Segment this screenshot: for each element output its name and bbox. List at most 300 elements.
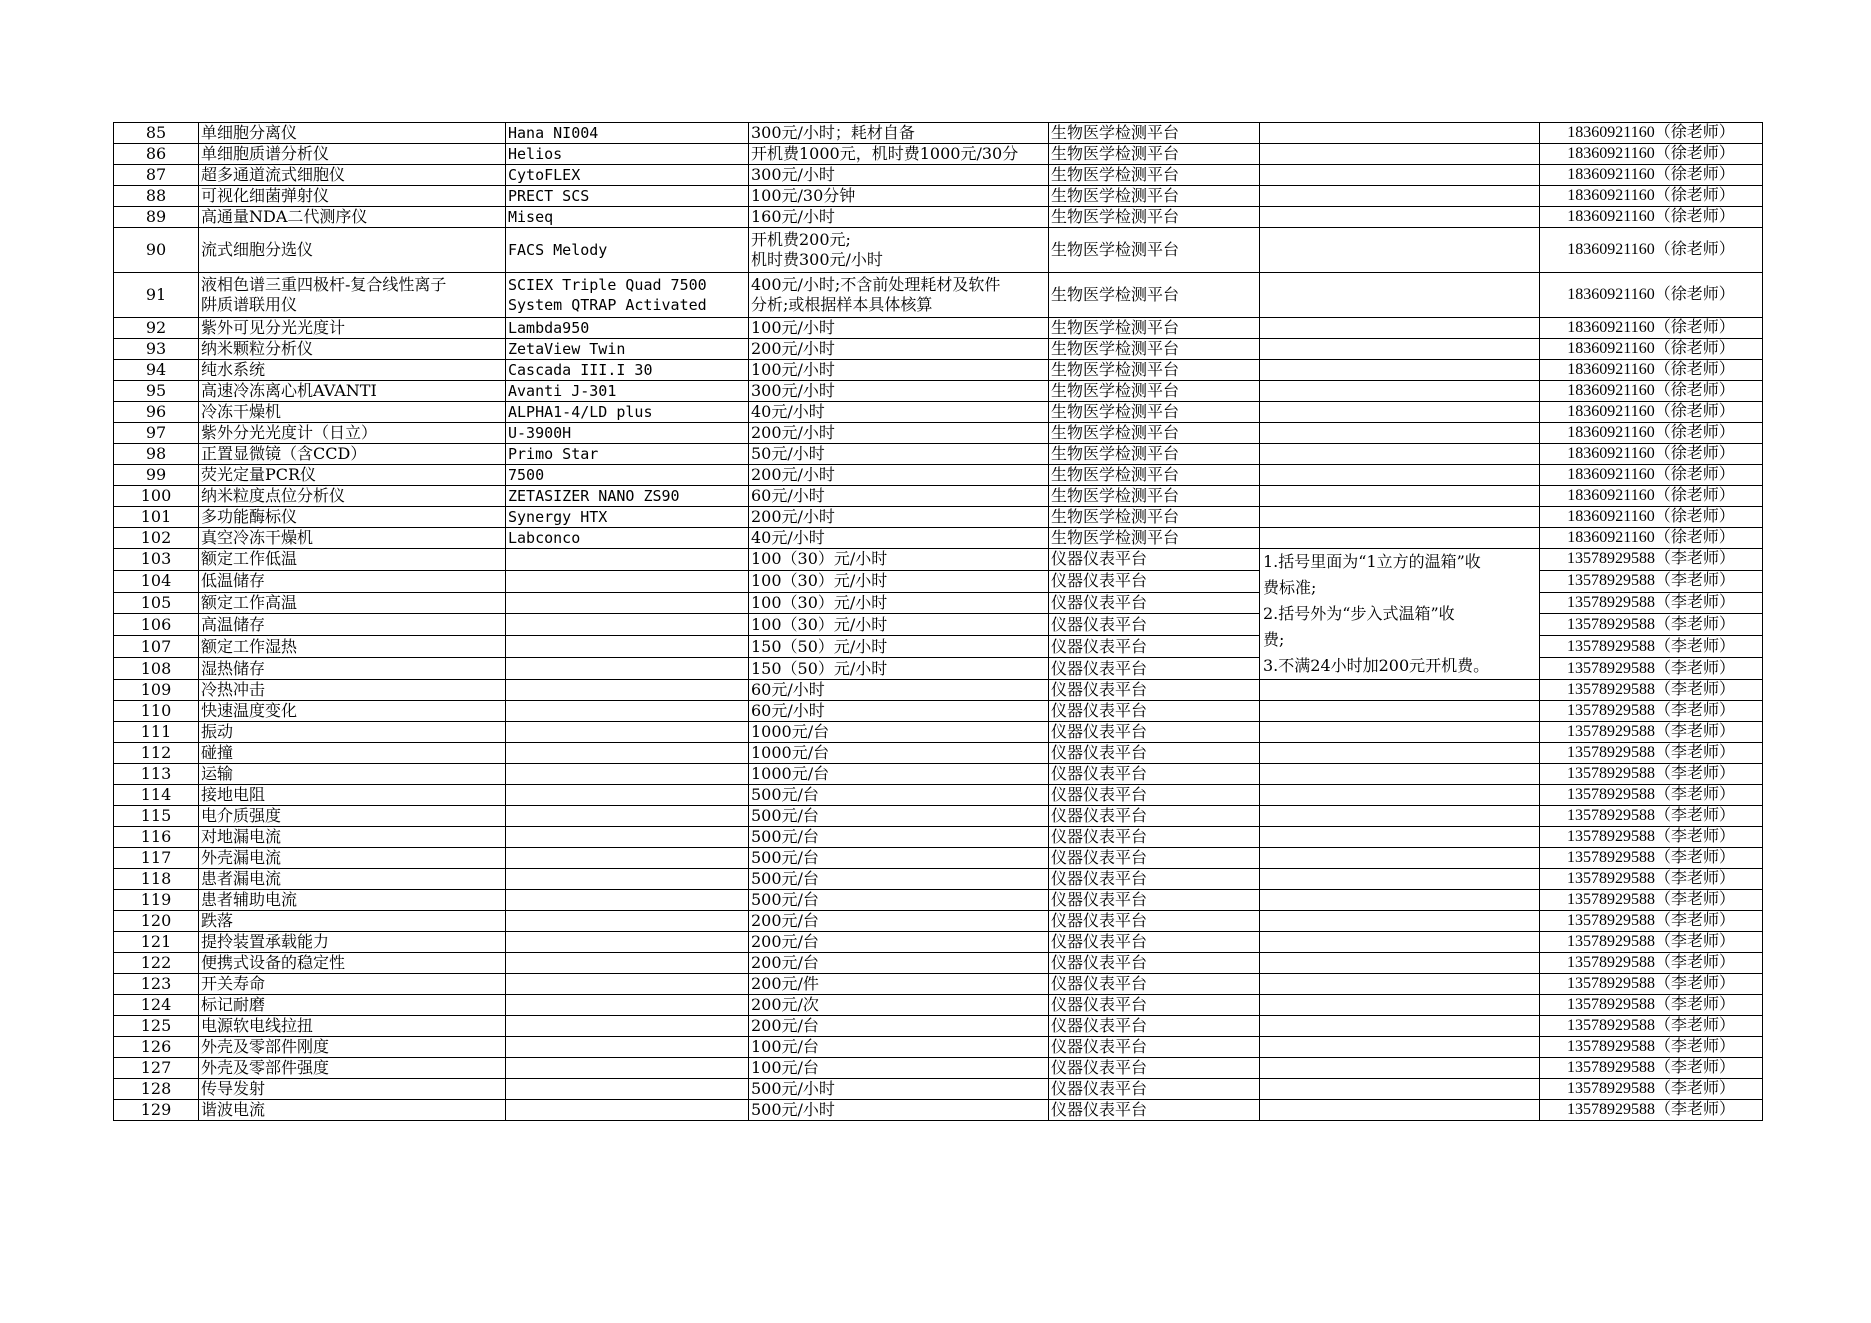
price-cell: 40元/小时 xyxy=(749,402,1049,423)
table-row xyxy=(114,528,1763,549)
chamber-fee-note-line: 3.不满24小时加200元开机费。 xyxy=(1263,656,1490,675)
item-name-cell: 多功能酶标仪 xyxy=(199,507,506,528)
platform-cell: 生物医学检测平台 xyxy=(1049,507,1260,528)
note-cell xyxy=(1260,932,1540,953)
table-row xyxy=(114,764,1763,785)
note-cell xyxy=(1260,995,1540,1016)
contact-cell: 18360921160（徐老师） xyxy=(1540,423,1763,444)
contact-cell: 13578929588（李老师） xyxy=(1540,636,1763,658)
row-number-cell: 115 xyxy=(114,806,199,827)
price-cell: 200元/台 xyxy=(749,953,1049,974)
price-cell: 60元/小时 xyxy=(749,680,1049,701)
platform-cell: 仪器仪表平台 xyxy=(1049,701,1260,722)
note-cell xyxy=(1260,507,1540,528)
contact-cell: 13578929588（李老师） xyxy=(1540,743,1763,764)
note-cell xyxy=(1260,1079,1540,1100)
table-row xyxy=(114,827,1763,848)
contact-cell: 18360921160（徐老师） xyxy=(1540,507,1763,528)
price-cell: 200元/次 xyxy=(749,995,1049,1016)
row-number-cell: 92 xyxy=(114,318,199,339)
price-cell: 100元/台 xyxy=(749,1037,1049,1058)
price-cell: 500元/小时 xyxy=(749,1079,1049,1100)
note-cell xyxy=(1260,228,1540,273)
item-name-cell: 患者漏电流 xyxy=(199,869,506,890)
table-row xyxy=(114,507,1763,528)
table-row xyxy=(114,1058,1763,1079)
model-cell: Labconco xyxy=(506,528,749,549)
note-cell xyxy=(1260,273,1540,318)
note-cell xyxy=(1260,360,1540,381)
row-number-cell: 91 xyxy=(114,273,199,318)
row-number-cell: 105 xyxy=(114,592,199,614)
table-row xyxy=(114,381,1763,402)
model-cell xyxy=(506,1058,749,1079)
model-cell: Miseq xyxy=(506,207,749,228)
table-row xyxy=(114,869,1763,890)
note-cell xyxy=(1260,764,1540,785)
platform-cell: 生物医学检测平台 xyxy=(1049,381,1260,402)
platform-cell: 仪器仪表平台 xyxy=(1049,806,1260,827)
row-number-cell: 108 xyxy=(114,658,199,680)
platform-cell: 生物医学检测平台 xyxy=(1049,528,1260,549)
row-number-cell: 129 xyxy=(114,1100,199,1121)
table-row xyxy=(114,207,1763,228)
item-name-cell: 真空冷冻干燥机 xyxy=(199,528,506,549)
table-row xyxy=(114,465,1763,486)
row-number-cell: 110 xyxy=(114,701,199,722)
price-cell-line-1: 400元/小时;不含前处理耗材及软件 xyxy=(751,275,1001,294)
contact-cell: 18360921160（徐老师） xyxy=(1540,165,1763,186)
item-name-cell: 谐波电流 xyxy=(199,1100,506,1121)
note-cell xyxy=(1260,123,1540,144)
model-cell: Avanti J-301 xyxy=(506,381,749,402)
row-number-cell: 98 xyxy=(114,444,199,465)
price-cell-line-2: 机时费300元/小时 xyxy=(751,250,883,269)
platform-cell: 仪器仪表平台 xyxy=(1049,570,1260,592)
price-cell: 100（30）元/小时 xyxy=(749,570,1049,592)
platform-cell: 生物医学检测平台 xyxy=(1049,186,1260,207)
price-cell: 500元/台 xyxy=(749,890,1049,911)
price-cell xyxy=(749,228,1049,273)
model-cell xyxy=(506,570,749,592)
row-number-cell: 124 xyxy=(114,995,199,1016)
contact-cell: 13578929588（李老师） xyxy=(1540,827,1763,848)
platform-cell: 仪器仪表平台 xyxy=(1049,722,1260,743)
model-cell: Hana NI004 xyxy=(506,123,749,144)
model-cell xyxy=(506,1079,749,1100)
price-cell-line-2: 分析;或根据样本具体核算 xyxy=(751,295,933,314)
note-cell xyxy=(1260,848,1540,869)
row-number-cell: 94 xyxy=(114,360,199,381)
model-cell-line-1: SCIEX Triple Quad 7500 xyxy=(508,276,707,294)
platform-cell: 仪器仪表平台 xyxy=(1049,890,1260,911)
price-cell: 100元/台 xyxy=(749,1058,1049,1079)
note-cell xyxy=(1260,318,1540,339)
price-cell: 300元/小时 xyxy=(749,381,1049,402)
model-cell xyxy=(506,273,749,318)
model-cell-line-2: System QTRAP Activated xyxy=(508,296,707,314)
table-row xyxy=(114,1016,1763,1037)
price-cell: 60元/小时 xyxy=(749,701,1049,722)
item-name-cell: 提拎装置承载能力 xyxy=(199,932,506,953)
item-name-cell: 接地电阻 xyxy=(199,785,506,806)
price-cell: 1000元/台 xyxy=(749,764,1049,785)
platform-cell: 生物医学检测平台 xyxy=(1049,165,1260,186)
contact-cell: 18360921160（徐老师） xyxy=(1540,318,1763,339)
price-cell: 500元/台 xyxy=(749,785,1049,806)
note-cell xyxy=(1260,465,1540,486)
row-number-cell: 102 xyxy=(114,528,199,549)
equipment-fee-table xyxy=(113,122,1763,1121)
contact-cell: 13578929588（李老师） xyxy=(1540,1016,1763,1037)
chamber-fee-note-line: 费; xyxy=(1263,630,1285,649)
price-cell: 200元/小时 xyxy=(749,507,1049,528)
item-name-cell: 湿热储存 xyxy=(199,658,506,680)
platform-cell: 生物医学检测平台 xyxy=(1049,402,1260,423)
row-number-cell: 126 xyxy=(114,1037,199,1058)
contact-cell: 13578929588（李老师） xyxy=(1540,592,1763,614)
note-cell xyxy=(1260,701,1540,722)
item-name-cell: 运输 xyxy=(199,764,506,785)
row-number-cell: 88 xyxy=(114,186,199,207)
platform-cell: 仪器仪表平台 xyxy=(1049,953,1260,974)
item-name-cell: 额定工作高温 xyxy=(199,592,506,614)
row-number-cell: 95 xyxy=(114,381,199,402)
note-cell xyxy=(1260,890,1540,911)
note-cell xyxy=(1260,381,1540,402)
row-number-cell: 122 xyxy=(114,953,199,974)
item-name-cell-line-2: 阱质谱联用仪 xyxy=(201,295,298,314)
contact-cell: 18360921160（徐老师） xyxy=(1540,528,1763,549)
note-cell xyxy=(1260,402,1540,423)
price-cell: 160元/小时 xyxy=(749,207,1049,228)
note-cell xyxy=(1260,680,1540,701)
contact-cell: 18360921160（徐老师） xyxy=(1540,381,1763,402)
table-row xyxy=(114,423,1763,444)
model-cell: Primo Star xyxy=(506,444,749,465)
price-cell: 200元/台 xyxy=(749,911,1049,932)
note-cell xyxy=(1260,1037,1540,1058)
note-cell xyxy=(1260,1100,1540,1121)
price-cell: 150（50）元/小时 xyxy=(749,658,1049,680)
note-cell xyxy=(1260,785,1540,806)
item-name-cell: 纯水系统 xyxy=(199,360,506,381)
item-name-cell: 对地漏电流 xyxy=(199,827,506,848)
item-name-cell: 快速温度变化 xyxy=(199,701,506,722)
platform-cell: 仪器仪表平台 xyxy=(1049,592,1260,614)
chamber-fee-note-line: 2.括号外为“步入式温箱”收 xyxy=(1263,604,1455,623)
table-row xyxy=(114,785,1763,806)
row-number-cell: 109 xyxy=(114,680,199,701)
contact-cell: 18360921160（徐老师） xyxy=(1540,402,1763,423)
row-number-cell: 127 xyxy=(114,1058,199,1079)
table-row xyxy=(114,974,1763,995)
table-row xyxy=(114,848,1763,869)
item-name-cell: 外壳及零部件强度 xyxy=(199,1058,506,1079)
price-cell: 100（30）元/小时 xyxy=(749,592,1049,614)
row-number-cell: 104 xyxy=(114,570,199,592)
row-number-cell: 107 xyxy=(114,636,199,658)
chamber-fee-note-cell xyxy=(1260,549,1540,680)
item-name-cell: 荧光定量PCR仪 xyxy=(199,465,506,486)
price-cell: 200元/台 xyxy=(749,932,1049,953)
contact-cell: 13578929588（李老师） xyxy=(1540,995,1763,1016)
item-name-cell: 高温储存 xyxy=(199,614,506,636)
row-number-cell: 103 xyxy=(114,549,199,571)
contact-cell: 13578929588（李老师） xyxy=(1540,848,1763,869)
item-name-cell: 冷热冲击 xyxy=(199,680,506,701)
platform-cell: 仪器仪表平台 xyxy=(1049,848,1260,869)
table-row xyxy=(114,360,1763,381)
item-name-cell xyxy=(199,273,506,318)
note-cell xyxy=(1260,974,1540,995)
item-name-cell: 冷冻干燥机 xyxy=(199,402,506,423)
note-cell xyxy=(1260,1016,1540,1037)
contact-cell: 13578929588（李老师） xyxy=(1540,549,1763,571)
row-number-cell: 116 xyxy=(114,827,199,848)
platform-cell: 仪器仪表平台 xyxy=(1049,932,1260,953)
item-name-cell: 碰撞 xyxy=(199,743,506,764)
contact-cell: 13578929588（李老师） xyxy=(1540,890,1763,911)
contact-cell: 13578929588（李老师） xyxy=(1540,1100,1763,1121)
platform-cell: 仪器仪表平台 xyxy=(1049,614,1260,636)
row-number-cell: 119 xyxy=(114,890,199,911)
price-cell: 开机费1000元，机时费1000元/30分 xyxy=(749,144,1049,165)
price-cell: 200元/件 xyxy=(749,974,1049,995)
price-cell: 100元/小时 xyxy=(749,360,1049,381)
item-name-cell: 额定工作湿热 xyxy=(199,636,506,658)
note-cell xyxy=(1260,911,1540,932)
table-row xyxy=(114,701,1763,722)
price-cell: 50元/小时 xyxy=(749,444,1049,465)
model-cell: 7500 xyxy=(506,465,749,486)
price-cell: 500元/台 xyxy=(749,869,1049,890)
model-cell xyxy=(506,549,749,571)
contact-cell: 18360921160（徐老师） xyxy=(1540,123,1763,144)
model-cell xyxy=(506,974,749,995)
contact-cell: 13578929588（李老师） xyxy=(1540,785,1763,806)
price-cell: 200元/台 xyxy=(749,1016,1049,1037)
platform-cell: 仪器仪表平台 xyxy=(1049,743,1260,764)
row-number-cell: 111 xyxy=(114,722,199,743)
price-cell-line-1: 开机费200元; xyxy=(751,230,851,249)
note-cell xyxy=(1260,743,1540,764)
item-name-cell: 跌落 xyxy=(199,911,506,932)
item-name-cell: 振动 xyxy=(199,722,506,743)
note-cell xyxy=(1260,722,1540,743)
platform-cell: 仪器仪表平台 xyxy=(1049,785,1260,806)
platform-cell: 仪器仪表平台 xyxy=(1049,680,1260,701)
row-number-cell: 121 xyxy=(114,932,199,953)
table-row xyxy=(114,228,1763,273)
table-row xyxy=(114,273,1763,318)
note-cell xyxy=(1260,144,1540,165)
item-name-cell: 紫外可见分光光度计 xyxy=(199,318,506,339)
row-number-cell: 100 xyxy=(114,486,199,507)
chamber-fee-note-line: 1.括号里面为“1立方的温箱”收 xyxy=(1263,552,1481,571)
table-row xyxy=(114,318,1763,339)
price-cell: 200元/小时 xyxy=(749,339,1049,360)
item-name-cell: 紫外分光光度计（日立） xyxy=(199,423,506,444)
note-cell xyxy=(1260,806,1540,827)
platform-cell: 仪器仪表平台 xyxy=(1049,1100,1260,1121)
note-cell xyxy=(1260,207,1540,228)
item-name-cell: 开关寿命 xyxy=(199,974,506,995)
platform-cell: 生物医学检测平台 xyxy=(1049,360,1260,381)
model-cell xyxy=(506,658,749,680)
item-name-cell: 便携式设备的稳定性 xyxy=(199,953,506,974)
price-cell: 300元/小时 xyxy=(749,165,1049,186)
row-number-cell: 113 xyxy=(114,764,199,785)
price-cell: 500元/台 xyxy=(749,806,1049,827)
model-cell xyxy=(506,827,749,848)
table-row xyxy=(114,486,1763,507)
row-number-cell: 128 xyxy=(114,1079,199,1100)
note-cell xyxy=(1260,423,1540,444)
contact-cell: 13578929588（李老师） xyxy=(1540,869,1763,890)
row-number-cell: 90 xyxy=(114,228,199,273)
contact-cell: 18360921160（徐老师） xyxy=(1540,360,1763,381)
item-name-cell: 单细胞分离仪 xyxy=(199,123,506,144)
item-name-cell: 患者辅助电流 xyxy=(199,890,506,911)
row-number-cell: 117 xyxy=(114,848,199,869)
note-cell xyxy=(1260,339,1540,360)
row-number-cell: 114 xyxy=(114,785,199,806)
item-name-cell: 传导发射 xyxy=(199,1079,506,1100)
price-cell xyxy=(749,273,1049,318)
note-cell xyxy=(1260,1058,1540,1079)
contact-cell: 13578929588（李老师） xyxy=(1540,722,1763,743)
platform-cell: 仪器仪表平台 xyxy=(1049,869,1260,890)
model-cell xyxy=(506,869,749,890)
platform-cell: 仪器仪表平台 xyxy=(1049,827,1260,848)
table-row xyxy=(114,953,1763,974)
note-cell xyxy=(1260,444,1540,465)
table-row xyxy=(114,743,1763,764)
table-row xyxy=(114,165,1763,186)
table-row xyxy=(114,890,1763,911)
item-name-cell: 电介质强度 xyxy=(199,806,506,827)
contact-cell: 13578929588（李老师） xyxy=(1540,1079,1763,1100)
item-name-cell: 超多通道流式细胞仪 xyxy=(199,165,506,186)
row-number-cell: 87 xyxy=(114,165,199,186)
platform-cell: 仪器仪表平台 xyxy=(1049,1079,1260,1100)
table-row xyxy=(114,995,1763,1016)
note-cell xyxy=(1260,486,1540,507)
item-name-cell: 可视化细菌弹射仪 xyxy=(199,186,506,207)
model-cell: ZetaView Twin xyxy=(506,339,749,360)
contact-cell: 13578929588（李老师） xyxy=(1540,658,1763,680)
price-cell: 500元/小时 xyxy=(749,1100,1049,1121)
row-number-cell: 96 xyxy=(114,402,199,423)
note-cell xyxy=(1260,827,1540,848)
model-cell xyxy=(506,806,749,827)
model-cell xyxy=(506,636,749,658)
contact-cell: 18360921160（徐老师） xyxy=(1540,339,1763,360)
table-row xyxy=(114,123,1763,144)
model-cell: Lambda950 xyxy=(506,318,749,339)
item-name-cell: 额定工作低温 xyxy=(199,549,506,571)
model-cell xyxy=(506,932,749,953)
model-cell xyxy=(506,614,749,636)
price-cell: 1000元/台 xyxy=(749,743,1049,764)
platform-cell: 仪器仪表平台 xyxy=(1049,636,1260,658)
model-cell xyxy=(506,764,749,785)
contact-cell: 13578929588（李老师） xyxy=(1540,680,1763,701)
model-cell xyxy=(506,1037,749,1058)
model-cell xyxy=(506,592,749,614)
note-cell xyxy=(1260,165,1540,186)
platform-cell: 生物医学检测平台 xyxy=(1049,444,1260,465)
row-number-cell: 85 xyxy=(114,123,199,144)
model-cell: Cascada III.I 30 xyxy=(506,360,749,381)
platform-cell: 生物医学检测平台 xyxy=(1049,486,1260,507)
table-row xyxy=(114,680,1763,701)
table-row xyxy=(114,1037,1763,1058)
platform-cell: 仪器仪表平台 xyxy=(1049,995,1260,1016)
model-cell xyxy=(506,680,749,701)
platform-cell: 生物医学检测平台 xyxy=(1049,123,1260,144)
table-row xyxy=(114,186,1763,207)
model-cell xyxy=(506,701,749,722)
model-cell xyxy=(506,743,749,764)
contact-cell: 18360921160（徐老师） xyxy=(1540,486,1763,507)
model-cell xyxy=(506,722,749,743)
price-cell: 100元/小时 xyxy=(749,318,1049,339)
item-name-cell: 外壳漏电流 xyxy=(199,848,506,869)
model-cell xyxy=(506,911,749,932)
table-row xyxy=(114,932,1763,953)
model-cell: ZETASIZER NANO ZS90 xyxy=(506,486,749,507)
item-name-cell: 外壳及零部件刚度 xyxy=(199,1037,506,1058)
model-cell: ALPHA1-4/LD plus xyxy=(506,402,749,423)
contact-cell: 18360921160（徐老师） xyxy=(1540,444,1763,465)
price-cell: 300元/小时；耗材自备 xyxy=(749,123,1049,144)
platform-cell: 生物医学检测平台 xyxy=(1049,144,1260,165)
note-cell xyxy=(1260,953,1540,974)
table-row xyxy=(114,549,1763,571)
table-row xyxy=(114,1100,1763,1121)
item-name-cell: 单细胞质谱分析仪 xyxy=(199,144,506,165)
row-number-cell: 93 xyxy=(114,339,199,360)
model-cell xyxy=(506,890,749,911)
contact-cell: 13578929588（李老师） xyxy=(1540,911,1763,932)
item-name-cell: 纳米粒度点位分析仪 xyxy=(199,486,506,507)
contact-cell: 13578929588（李老师） xyxy=(1540,701,1763,722)
price-cell: 200元/小时 xyxy=(749,465,1049,486)
contact-cell: 18360921160（徐老师） xyxy=(1540,465,1763,486)
model-cell xyxy=(506,1016,749,1037)
table-row xyxy=(114,144,1763,165)
model-cell: FACS Melody xyxy=(506,228,749,273)
platform-cell: 仪器仪表平台 xyxy=(1049,974,1260,995)
table-row xyxy=(114,444,1763,465)
contact-cell: 13578929588（李老师） xyxy=(1540,806,1763,827)
platform-cell: 生物医学检测平台 xyxy=(1049,423,1260,444)
item-name-cell: 纳米颗粒分析仪 xyxy=(199,339,506,360)
row-number-cell: 86 xyxy=(114,144,199,165)
price-cell: 500元/台 xyxy=(749,848,1049,869)
note-cell xyxy=(1260,869,1540,890)
contact-cell: 13578929588（李老师） xyxy=(1540,1037,1763,1058)
platform-cell: 仪器仪表平台 xyxy=(1049,764,1260,785)
table-row xyxy=(114,911,1763,932)
model-cell: Helios xyxy=(506,144,749,165)
platform-cell: 仪器仪表平台 xyxy=(1049,911,1260,932)
row-number-cell: 118 xyxy=(114,869,199,890)
price-cell: 1000元/台 xyxy=(749,722,1049,743)
item-name-cell: 标记耐磨 xyxy=(199,995,506,1016)
